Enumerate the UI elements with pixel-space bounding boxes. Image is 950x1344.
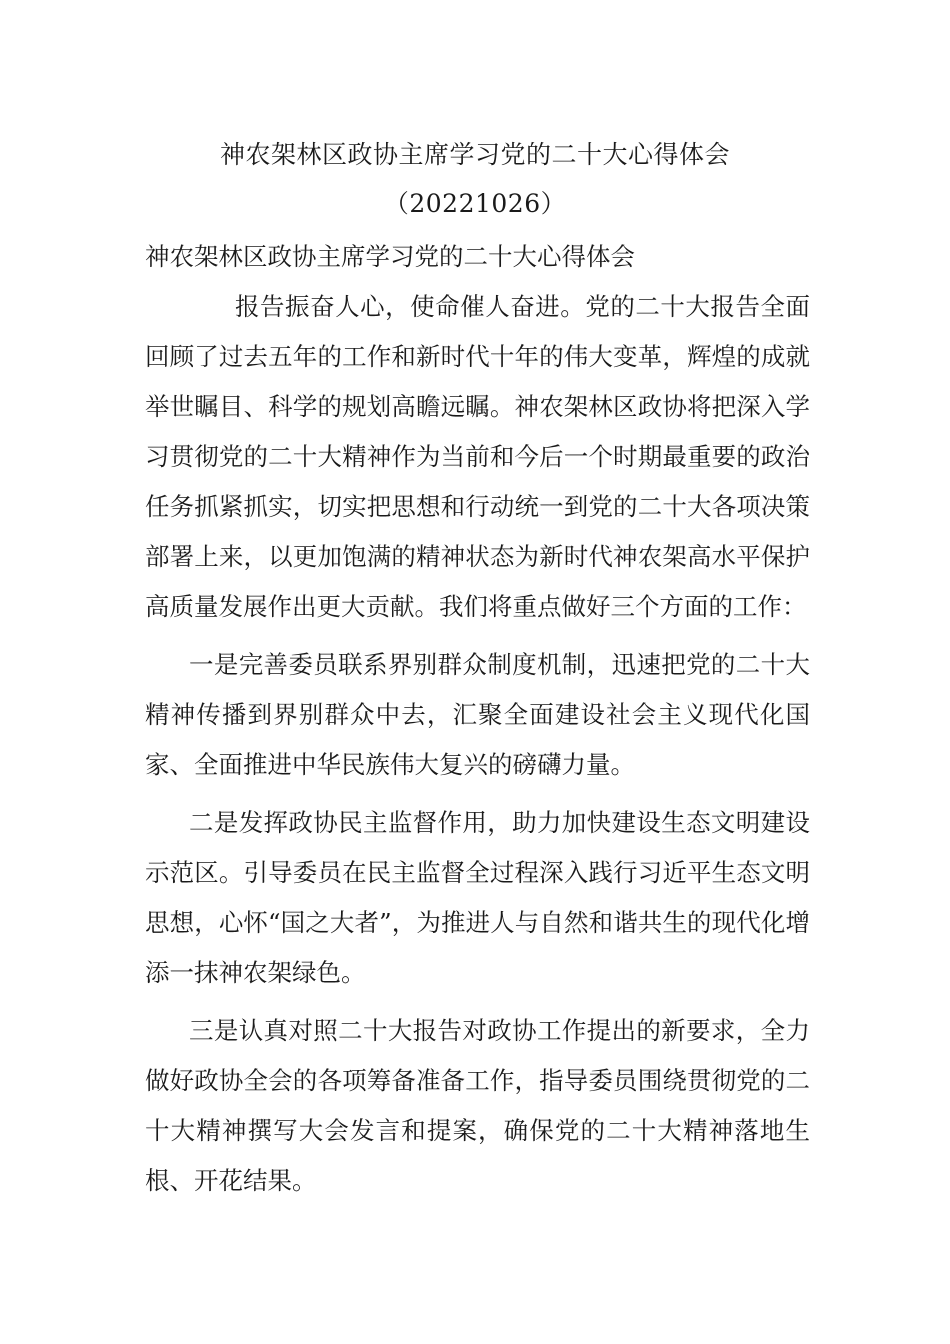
- paragraph-point-three: 三是认真对照二十大报告对政协工作提出的新要求，全力做好政协全会的各项筹备准备工作，指导委员围绕贯彻党的二十大精神撰写大会发言和提案，确保党的二十大精神落地生根、开花结果。: [145, 1016, 810, 1195]
- paragraph-point-two: 二是发挥政协民主监督作用，助力加快建设生态文明建设示范区。引导委员在民主监督全过程深入践行习近平生态文明思想，心怀“国之大者”，为推进人与自然和谐共生的现代化增添一抹神农架绿色。: [145, 808, 810, 987]
- paragraph-point-one: 一是完善委员联系界别群众制度机制，迅速把党的二十大精神传播到界别群众中去，汇聚全面建设社会主义现代化国家、全面推进中华民族伟大复兴的磅礴力量。: [145, 650, 810, 779]
- document-subtitle: 神农架林区政协主席学习党的二十大心得体会: [145, 242, 635, 271]
- document-body: [145, 232, 810, 1206]
- document-date: （20221026）: [383, 189, 567, 218]
- document-title: 神农架林区政协主席学习党的二十大心得体会: [219, 140, 730, 169]
- paragraph-intro: 报告振奋人心，使命催人奋进。党的二十大报告全面回顾了过去五年的工作和新时代十年的伟大变革，辉煌的成就举世瞩目、科学的规划高瞻远瞩。神农架林区政协将把深入学习贯彻党的二十大精神作为当前和今后一个时期最重要的政治任务抓紧抓实，切实把思想和行动统一到党的二十大各项决策部署上来，以更加饱满的精神状态为新时代神农架高水平保护高质量发展作出更大贡献。我们将重点做好三个方面的工作：: [145, 292, 810, 621]
